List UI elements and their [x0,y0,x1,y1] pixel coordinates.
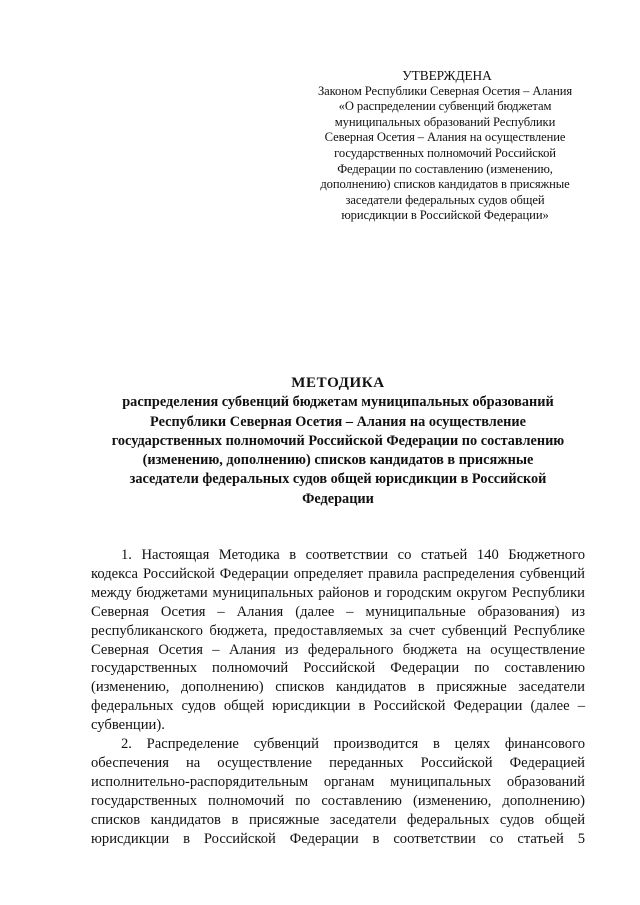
document-body [91,546,585,849]
paragraph-1: 1. Настоящая Методика в соответствии со статьей 140 Бюджетного кодекса Российской Федерации определяет правила распределения субвенций между бюджетами муниципальных районов и городским округом Республики Северная Осетия – Алания (далее – муниципальные образования) из республиканского бюджета, предоставляемых за счет субвенций Республике Северная Осетия – Алания из федерального бюджета на осуществление государственных полномочий Российской Федерации по составлению (изменению, дополнению) списков кандидатов в присяжные заседатели федеральных судов общей юрисдикции в Российской Федерации (далее – субвенции). [91,547,585,734]
approval-block [300,68,590,224]
document-title: МЕТОДИКА [291,375,385,391]
document-subtitle: распределения субвенций бюджетам муниципальных образований Республики Северная Осетия – Алания на осуществление государственных полномочий Российской Федерации по составлению (изменению, дополнению) списков кандидатов в присяжные заседатели федеральных судов общей юрисдикции в Российской Федерации [111,394,565,507]
paragraph-2: 2. Распределение субвенций производится в целях финансового обеспечения на осуществление переданных Российской Федерацией исполнительно-распорядительным органам муниципальных образований государственных полномочий по составлению (изменению, дополнению) списков кандидатов в присяжные заседатели федеральных судов общей юрисдикции в Российской Федерации в соответствии со статьей 5 [91,736,585,847]
approval-basis: Законом Республики Северная Осетия – Алания «О распределении субвенций бюджетам муниципальных образований Республики Северная Осетия – Алания на осуществление государственных полномочий Российской Федерации по составлению (изменению, дополнению) списков кандидатов в присяжные заседатели федеральных судов общей юрисдикции в Российской Федерации» [317,83,573,223]
document-title-block [90,374,586,509]
approval-stamp: УТВЕРЖДЕНА [402,68,492,83]
